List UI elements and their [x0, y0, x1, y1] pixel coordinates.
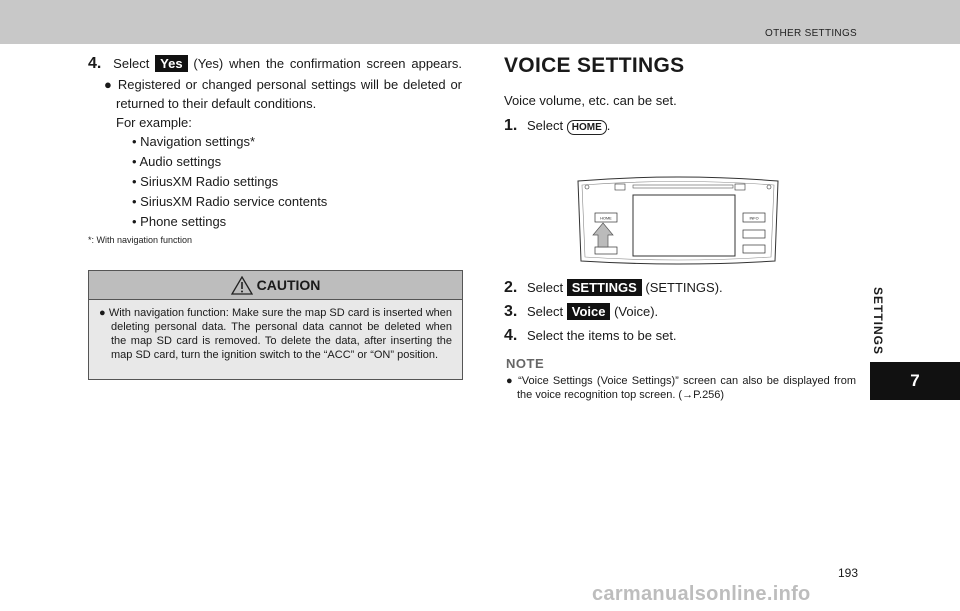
- caution-header: [89, 271, 462, 300]
- home-button[interactable]: HOME: [567, 120, 607, 135]
- bullet-note: ● Registered or changed personal settings will be deleted or returned to their default conditions.: [104, 77, 463, 111]
- intro-text: Voice volume, etc. can be set.: [504, 93, 677, 108]
- list-item: • SiriusXM Radio service contents: [132, 194, 328, 209]
- page-title: VOICE SETTINGS: [504, 54, 685, 77]
- yes-button[interactable]: Yes: [155, 55, 187, 72]
- left-column: [88, 54, 462, 245]
- bullet-text: Registered or changed personal settings will be deleted or returned to their default conditions.: [116, 77, 463, 111]
- step-number: 4.: [88, 55, 102, 72]
- list-item: • Audio settings: [132, 154, 222, 169]
- warning-icon: [231, 276, 253, 295]
- step-4: 4. Select the items to be set.: [504, 327, 677, 344]
- step-4-left: [88, 54, 462, 73]
- step-text-pre: Select: [113, 56, 150, 71]
- step-1: 1. Select HOME .: [504, 117, 611, 134]
- head-unit-illustration: [575, 175, 781, 265]
- caution-title: CAUTION: [256, 277, 321, 293]
- list-item: • Navigation settings*: [132, 134, 256, 149]
- step-2: 2. Select SETTINGS (SETTINGS).: [504, 279, 723, 296]
- side-label-text: SETTINGS: [871, 286, 885, 356]
- step-text-post: (Yes) when the confirmation screen appears.: [193, 56, 462, 71]
- list-item: • SiriusXM Radio settings: [132, 174, 279, 189]
- voice-button[interactable]: Voice: [567, 303, 611, 320]
- settings-button[interactable]: SETTINGS: [567, 279, 642, 296]
- note-title: NOTE: [506, 356, 545, 371]
- section-title: OTHER SETTINGS: [765, 28, 857, 39]
- device-home-label: HOME: [600, 216, 612, 221]
- step-3: 3. Select Voice (Voice).: [504, 303, 659, 320]
- device-info-label: INFO: [749, 216, 759, 221]
- footnote: *: With navigation function: [88, 235, 193, 245]
- caution-text: ● With navigation function: Make sure the map SD card is inserted when deleting personal data. The personal data cannot be deleted when the map SD card is removed. To delete the data, after inserting the map SD card, turn the ignition switch to the “ACC” or “ON” position.: [99, 307, 452, 361]
- caution-box: [88, 270, 463, 380]
- for-example: For example:: [116, 115, 192, 130]
- note-text: ● “Voice Settings (Voice Settings)” screen can also be displayed from the voice recognition top screen. (→P.256): [506, 375, 856, 401]
- watermark: carmanualsonline.info: [592, 583, 811, 605]
- list-item: • Phone settings: [132, 214, 227, 229]
- examples-list: [88, 132, 462, 232]
- side-label: [866, 286, 890, 356]
- chapter-tab: 7: [870, 362, 960, 400]
- page-number: 193: [838, 566, 859, 580]
